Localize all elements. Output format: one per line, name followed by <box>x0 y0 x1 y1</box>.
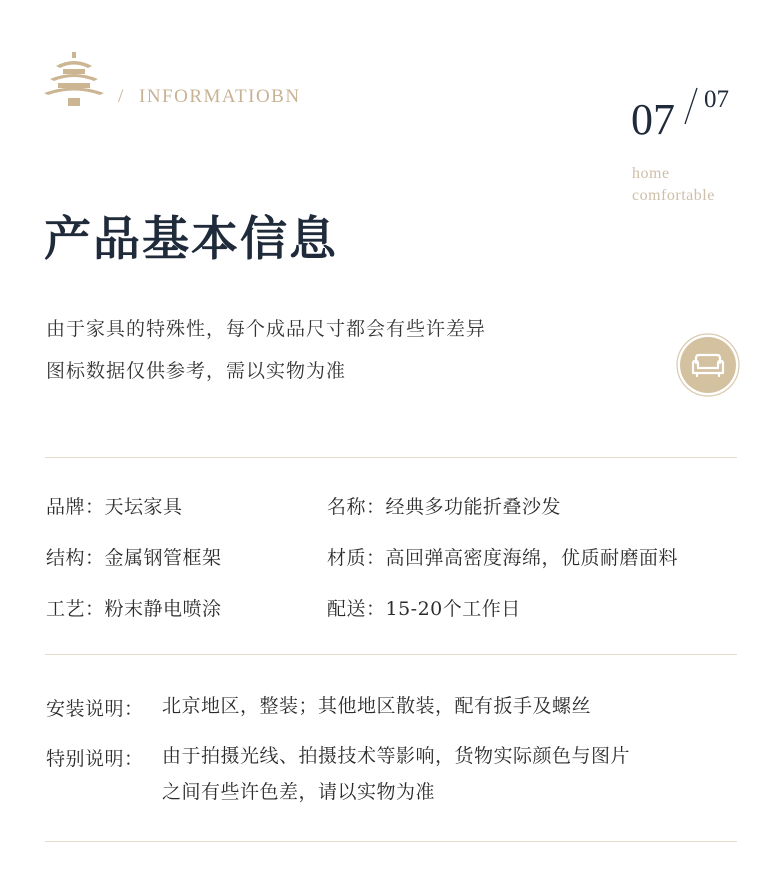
brand-label: INFORMATIOBN <box>139 86 301 107</box>
temple-icon <box>44 52 104 108</box>
spec-process: 工艺：粉末静电喷涂 <box>46 598 222 620</box>
page-total: 07 <box>704 86 729 113</box>
spec-brand: 品牌：天坛家具 <box>46 496 183 518</box>
brand-separator: / <box>118 86 125 107</box>
spec-material: 材质：高回弹高密度海绵，优质耐磨面料 <box>327 547 679 569</box>
special-label: 特别说明： <box>46 748 144 770</box>
install-text: 北京地区，整装；其他地区散装，配有扳手及螺丝 <box>162 695 592 717</box>
sofa-icon <box>676 333 740 397</box>
description-line-2: 图标数据仅供参考，需以实物为准 <box>46 360 347 382</box>
spec-name: 名称：经典多功能折叠沙发 <box>327 496 562 518</box>
subtitle-comfortable: comfortable <box>632 187 715 204</box>
subtitle-home: home <box>632 165 670 182</box>
description-line-1: 由于家具的特殊性，每个成品尺寸都会有些许差异 <box>46 318 487 340</box>
spec-structure: 结构：金属钢管框架 <box>46 547 222 569</box>
install-label: 安装说明： <box>46 698 144 720</box>
page-title: 产品基本信息 <box>44 212 338 267</box>
page-current: 07 <box>631 95 675 144</box>
special-text-line-1: 由于拍摄光线、拍摄技术等影响，货物实际颜色与图片 <box>162 745 631 767</box>
divider <box>45 457 737 458</box>
divider <box>45 841 737 842</box>
spec-delivery: 配送：15-20个工作日 <box>327 598 521 620</box>
page-slash-icon <box>683 86 699 126</box>
special-text-line-2: 之间有些许色差，请以实物为准 <box>162 781 436 803</box>
divider <box>45 654 737 655</box>
